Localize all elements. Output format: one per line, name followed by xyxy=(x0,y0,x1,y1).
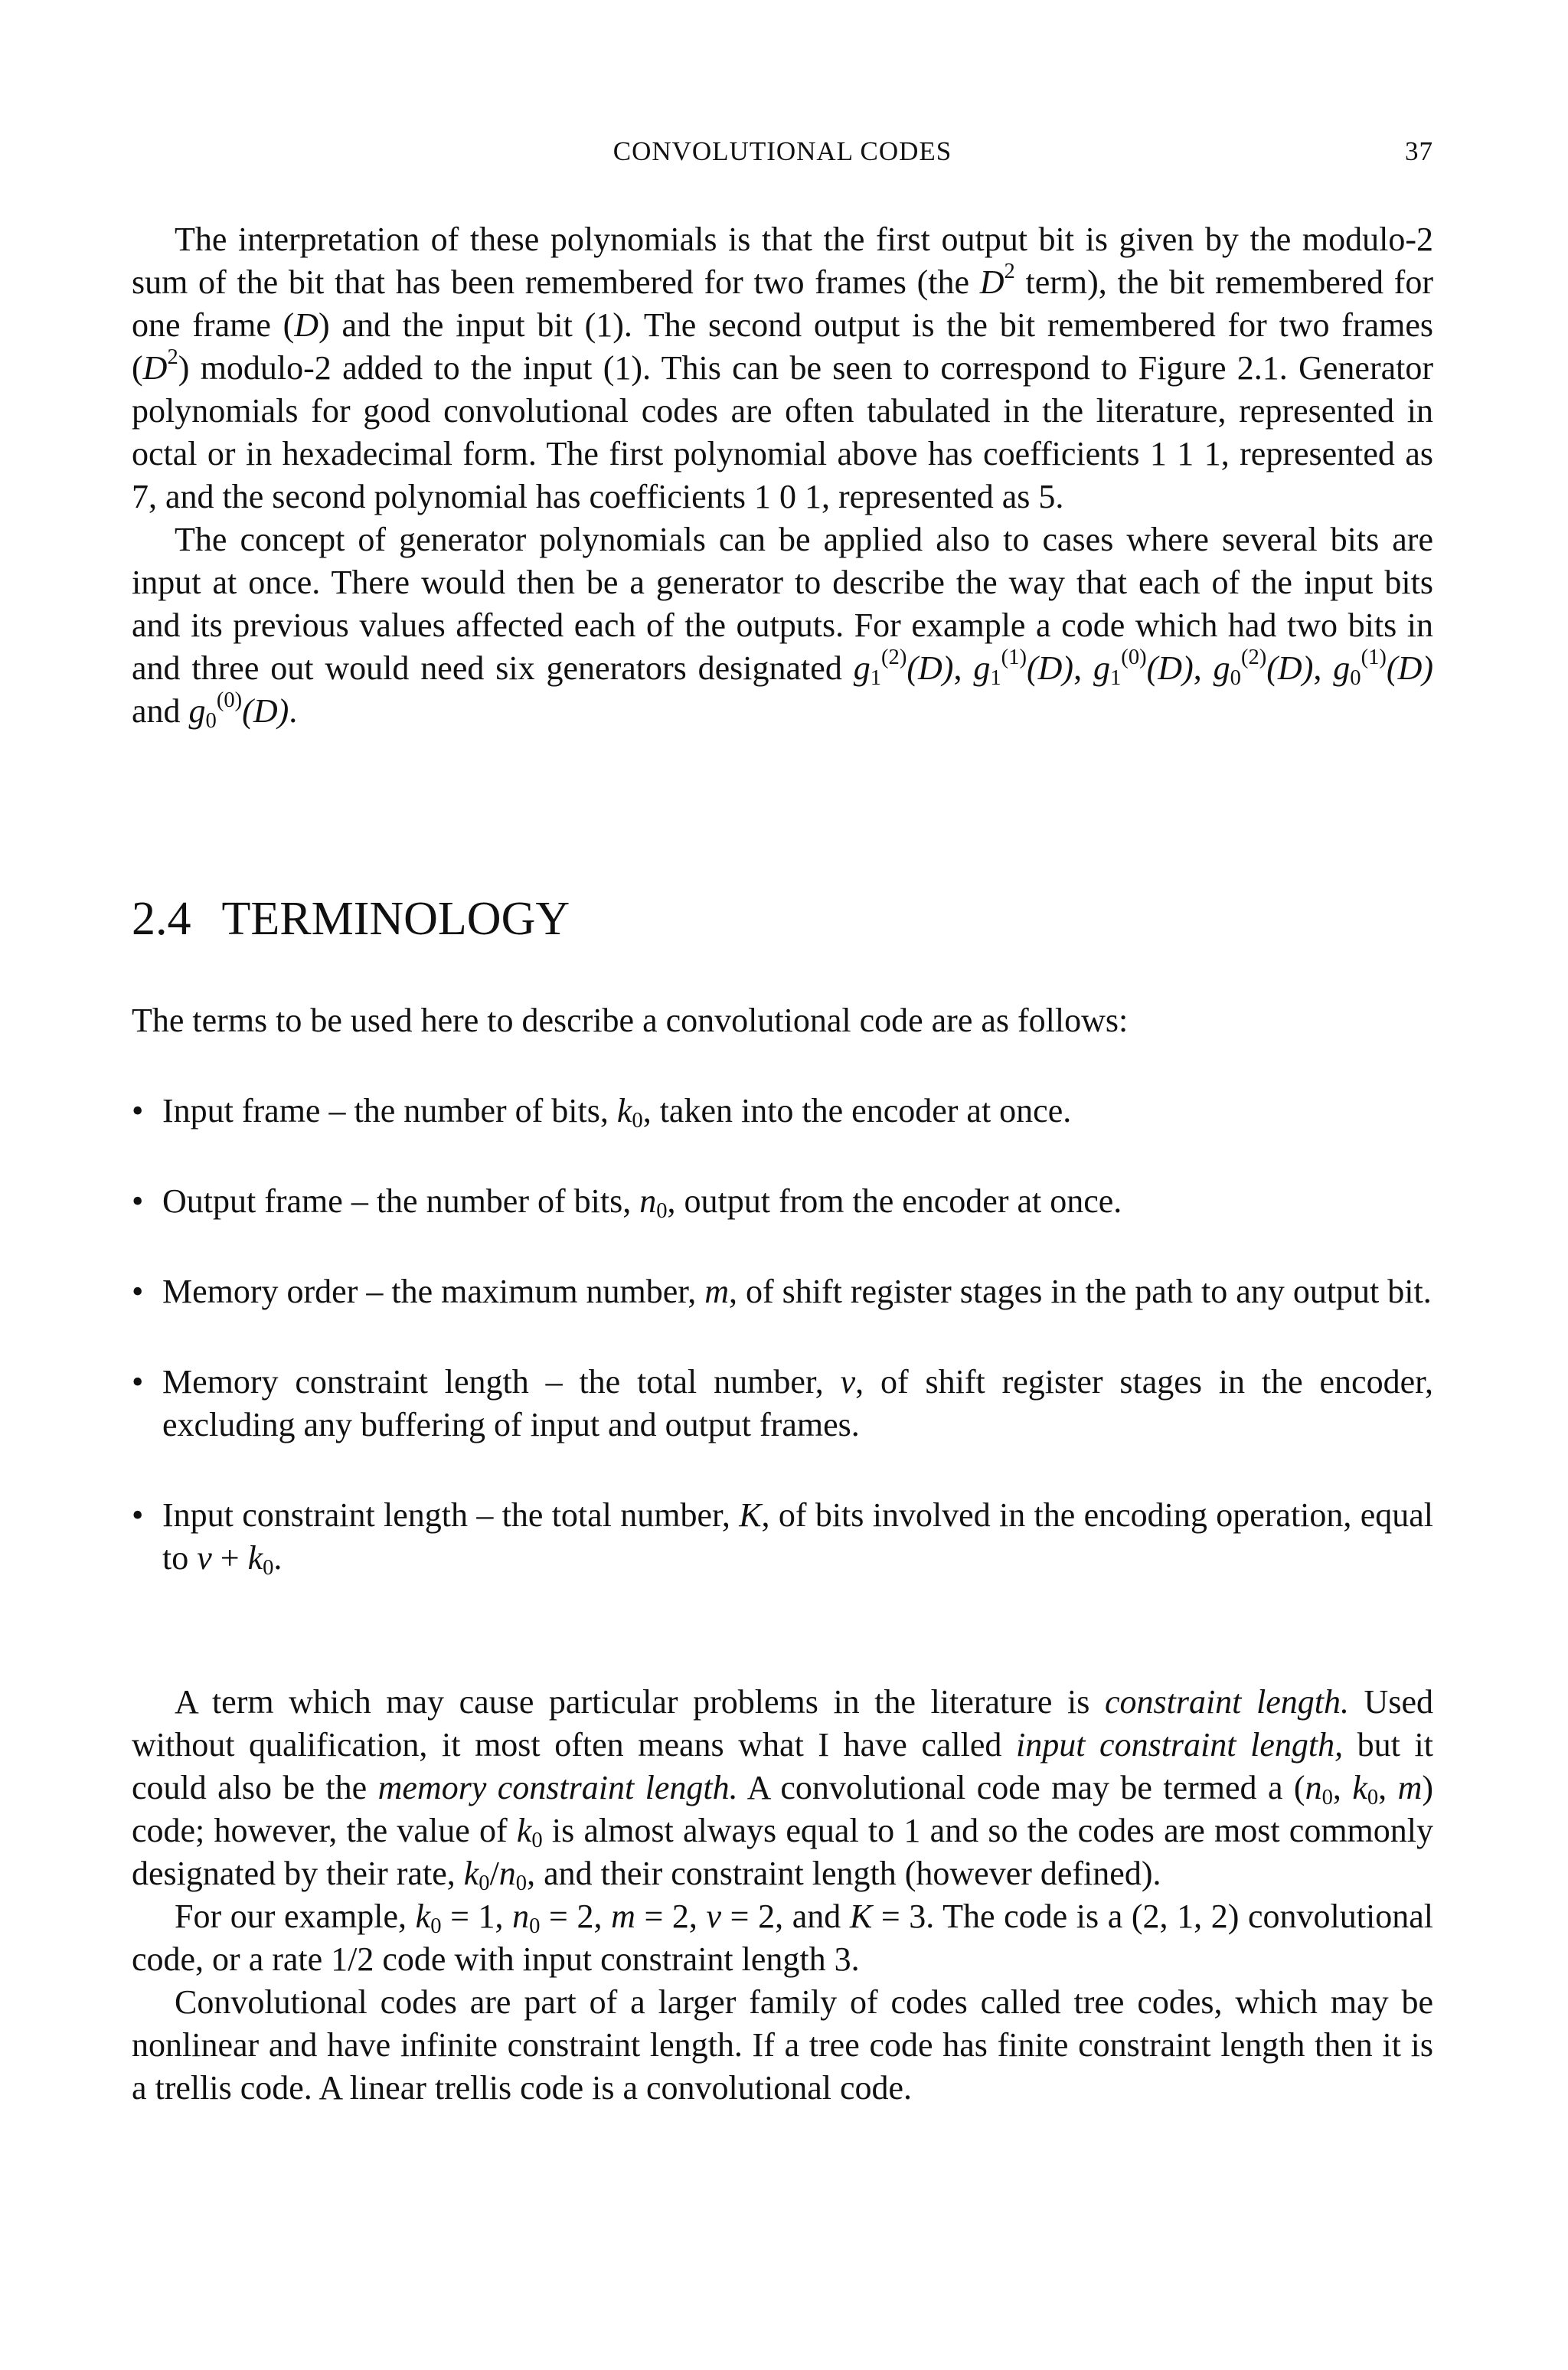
bullet-icon: • xyxy=(132,1363,144,1401)
term-output-frame: • Output frame – the number of bits, $n_0$, output from the encoder at once. xyxy=(132,1180,1433,1223)
term-input-frame: • Input frame – the number of bits, $k_0$, taken into the encoder at once. xyxy=(132,1090,1433,1133)
terms-section xyxy=(132,999,1433,1580)
term-input-constraint-length: • Input constraint length – the total number, K, of bits involved in the encoding operation, equal to $v + k_0$. xyxy=(132,1494,1433,1580)
paragraph-generator-polynomials: The concept of generator polynomials can be applied also to cases where several bits are input at once. There would then be a generator to describe the way that each of the input bits and its previous values affected each of the outputs. For example a code which had two bits in and three out would need six generators designated $g_1^{(2)}(D)$, $g_1^{(1)}(D)$, $g_1^{(0)}(D)$, $g_0^{(2)}(D)$, $g_0^{(1)}(D)$ and $g_0^{(0)}(D)$. xyxy=(132,521,1434,734)
body-text-bottom xyxy=(132,1681,1433,2110)
running-head xyxy=(132,136,1433,175)
term-memory-order: • Memory order – the maximum number, m, of shift register stages in the path to any output bit. xyxy=(132,1270,1433,1313)
page-number: 37 xyxy=(1405,136,1433,166)
bullet-icon: • xyxy=(132,1092,144,1129)
section-number: 2.4 xyxy=(132,893,191,945)
body-text-top xyxy=(132,218,1433,733)
running-title: CONVOLUTIONAL CODES xyxy=(612,136,952,166)
bullet-icon: • xyxy=(132,1182,144,1220)
bullet-icon: • xyxy=(132,1273,144,1310)
term-list xyxy=(132,1090,1433,1580)
paragraph-tree-codes: Convolutional codes are part of a larger family of codes called tree codes, which may be nonlinear and have infinite constraint length. If a tree code has finite constraint length then it is a trellis code. A linear trellis code is a convolutional code. xyxy=(132,1983,1433,2107)
section-title: TERMINOLOGY xyxy=(221,893,570,945)
section-heading xyxy=(132,888,1433,950)
paragraph-constraint-length: A term which may cause particular problems in the literature is constraint length. Used without qualification, it most often means what I have called input constraint length, but it could also be the memory constraint length. A convolutional code may be termed a ($n_0$, $k_0$, m) code; however, the value of $k_0$ is almost always equal to 1 and so the codes are most commonly designated by their rate, $k_0/n_0$, and their constraint length (however defined). xyxy=(132,1683,1434,1896)
terms-intro: The terms to be used here to describe a convolutional code are as follows: xyxy=(132,1002,1129,1039)
paragraph-polynomial-interpretation: The interpretation of these polynomials is that the first output bit is given by the modulo-2 sum of the bit that has been remembered for two frames (the $D^2$ term), the bit remembered for one frame (D) and the input bit (1). The second output is the bit remembered for two frames $(D^2)$ modulo-2 added to the input (1). This can be seen to correspond to Figure 2.1. Generator polynomials for good convolutional codes are often tabulated in the literature, represented in octal or in hexadecimal form. The first polynomial above has coefficients 1 1 1, represented as 7, and the second polynomial has coefficients 1 0 1, represented as 5. xyxy=(132,221,1433,515)
term-memory-constraint-length: • Memory constraint length – the total number, v, of shift register stages in the encoder, excluding any buffering of input and output frames. xyxy=(132,1361,1433,1447)
bullet-icon: • xyxy=(132,1496,144,1534)
paragraph-example: For our example, $k_0 = 1$, $n_0 = 2$, m = 2, v = 2, and K = 3. The code is a (2, 1, 2) convolutional code, or a rate 1/2 code with input constraint length 3. xyxy=(132,1898,1433,1978)
